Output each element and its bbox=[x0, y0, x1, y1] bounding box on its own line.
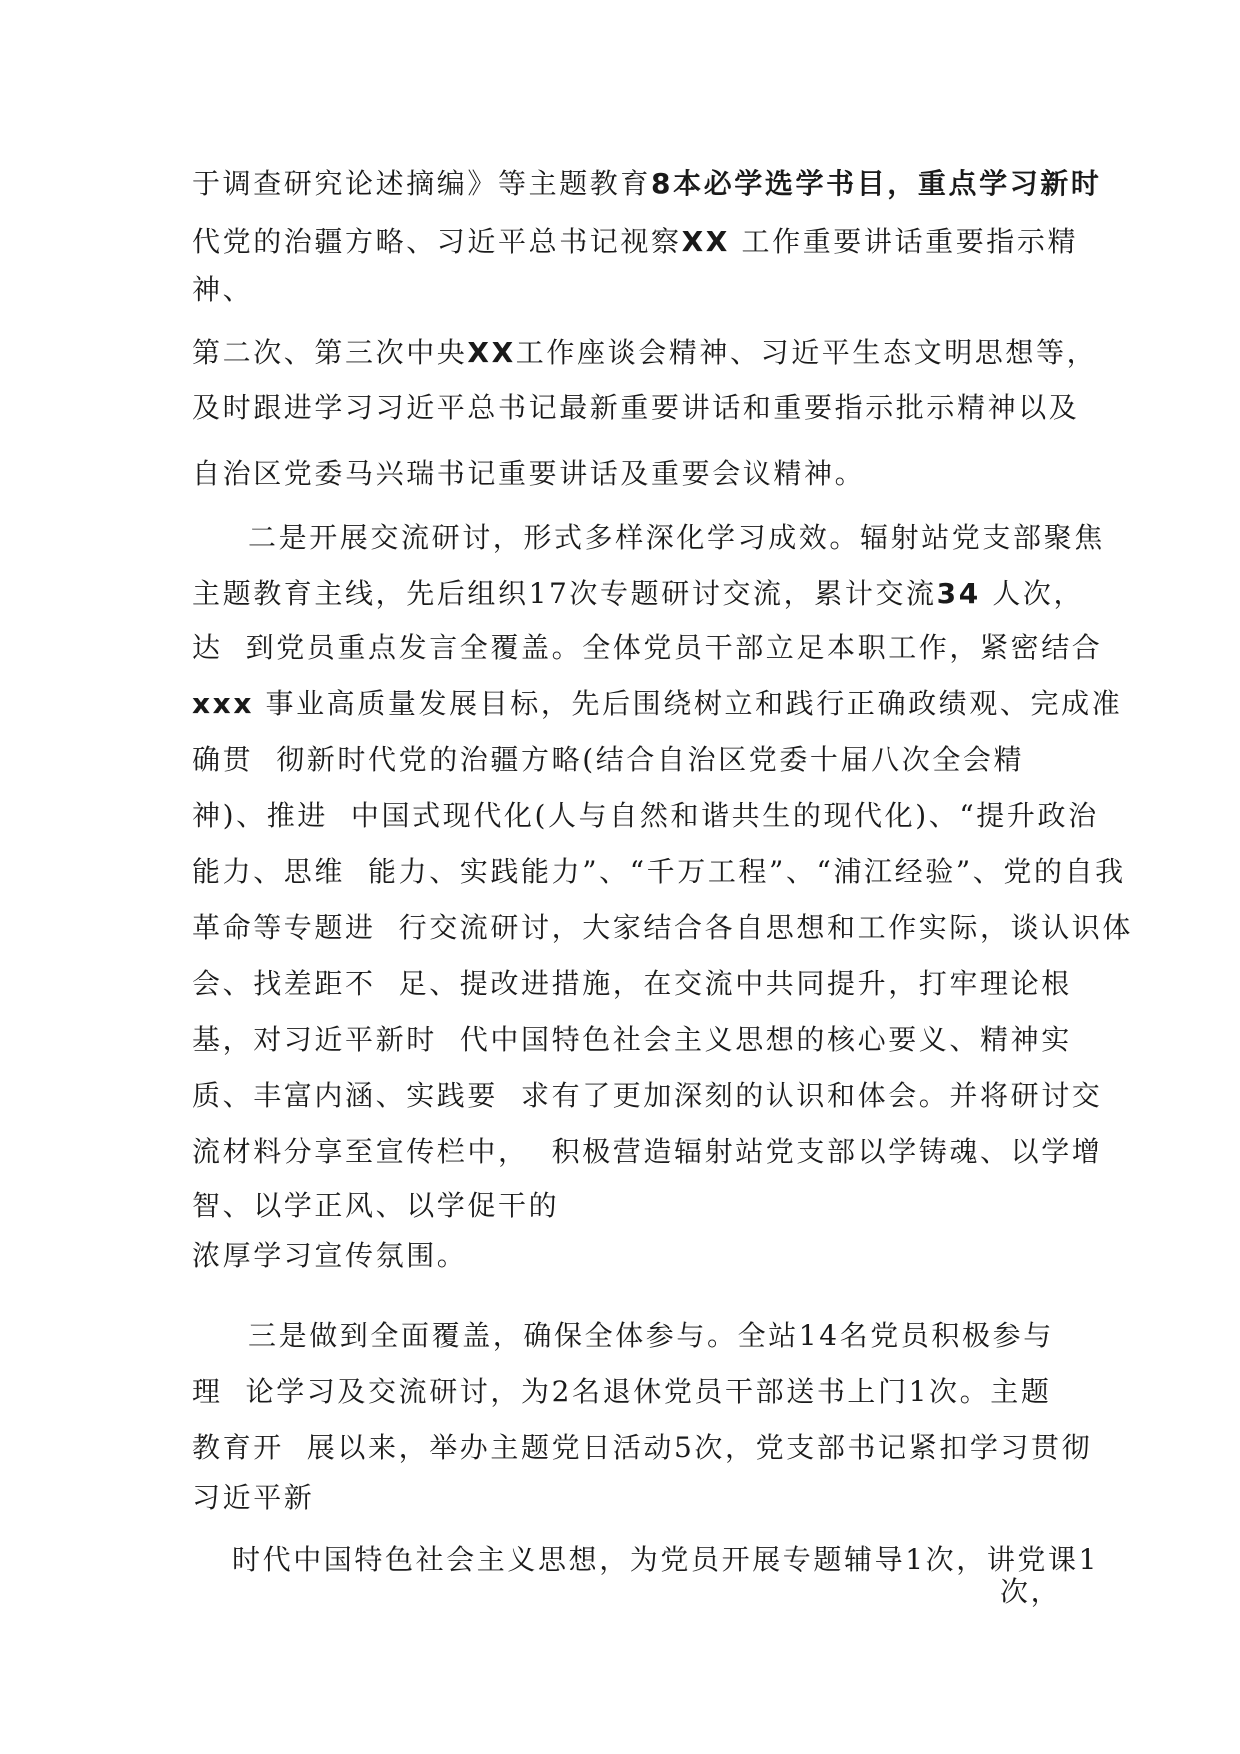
text-line bbox=[192, 454, 865, 494]
text-line bbox=[192, 333, 1097, 373]
text-run: 时代中国特色社会主义思想，为党员开展专题辅导1次，讲党课1 bbox=[232, 1543, 1100, 1576]
text-line bbox=[192, 1478, 314, 1518]
text-line bbox=[192, 1428, 1092, 1468]
text-line bbox=[192, 628, 1102, 668]
text-run: 会、找差距不 足、提改进措施，在交流中共同提升，打牢理论根 bbox=[192, 967, 1072, 1000]
text-run: 浓厚学习宣传氛围。 bbox=[192, 1239, 468, 1272]
text-line bbox=[192, 270, 253, 310]
bold-text: 34 bbox=[936, 577, 981, 610]
text-run: 确贯 彻新时代党的治疆方略(结合自治区党委十届八次全会精 bbox=[192, 743, 1025, 776]
text-run: 理 论学习及交流研讨，为2名退休党员干部送书上门1次。主题 bbox=[192, 1375, 1052, 1408]
text-run: 次， bbox=[1000, 1575, 1062, 1608]
text-run: 革命等专题进 行交流研讨，大家结合各自思想和工作实际，谈认识体 bbox=[192, 911, 1134, 944]
text-line bbox=[192, 684, 1122, 724]
text-run: 第二次、第三次中央 bbox=[192, 336, 468, 369]
text-run: 二是开展交流研讨，形式多样深化学习成效。辐射站党支部聚焦 bbox=[248, 521, 1105, 554]
text-run: 及时跟进学习习近平总书记最新重要讲话和重要指示批示精神以及 bbox=[192, 391, 1080, 424]
text-run: 人次， bbox=[980, 577, 1085, 610]
text-run: 智、以学正风、以学促干的 bbox=[192, 1189, 560, 1222]
text-run: 工作座谈会精神、习近平生态文明思想等， bbox=[515, 336, 1098, 369]
text-run: 流材料分享至宣传栏中， 积极营造辐射站党支部以学铸魂、以学增 bbox=[192, 1135, 1103, 1168]
text-run: 自治区党委马兴瑞书记重要讲话及重要会议精神。 bbox=[192, 457, 866, 490]
text-line bbox=[232, 1540, 1099, 1580]
text-line bbox=[192, 388, 1079, 428]
text-line bbox=[192, 1076, 1102, 1116]
text-run: 主题教育主线，先后组织17次专题研讨交流，累计交流 bbox=[192, 577, 937, 610]
text-run: 达 到党员重点发言全覆盖。全体党员干部立足本职工作，紧密结合 bbox=[192, 631, 1103, 664]
text-run: 于调查研究论述摘编》等主题教育 bbox=[192, 167, 652, 200]
text-line bbox=[192, 796, 1099, 836]
text-run: 代党的治疆方略、习近平总书记视察 bbox=[192, 225, 682, 258]
text-run: 习近平新 bbox=[192, 1481, 315, 1514]
text-line bbox=[192, 964, 1072, 1004]
text-run: 神、 bbox=[192, 273, 254, 306]
bold-text: 8本必学选学书目，重点学习新时 bbox=[651, 167, 1102, 200]
text-line bbox=[192, 1186, 559, 1226]
text-line bbox=[192, 164, 1102, 204]
bold-text: xxx bbox=[192, 687, 254, 720]
text-run: 能力、思维 能力、实践能力”、“千万工程”、“浦江经验”、党的自我 bbox=[192, 855, 1126, 888]
text-line bbox=[192, 1020, 1072, 1060]
text-run: 质、丰富内涵、实践要 求有了更加深刻的认识和体会。并将研讨交 bbox=[192, 1079, 1103, 1112]
text-line bbox=[192, 1372, 1051, 1412]
bold-text: XX bbox=[681, 225, 730, 258]
bold-text: XX bbox=[467, 336, 516, 369]
text-line bbox=[248, 1316, 1054, 1356]
text-line bbox=[192, 740, 1024, 780]
text-run: 事业高质量发展目标，先后围绕树立和践行正确政绩观、完成准 bbox=[253, 687, 1123, 720]
text-line bbox=[192, 1132, 1102, 1172]
text-line bbox=[192, 1236, 467, 1276]
text-line bbox=[248, 518, 1105, 558]
text-run: 三是做到全面覆盖，确保全体参与。全站14名党员积极参与 bbox=[248, 1319, 1054, 1352]
text-run: 工作重要讲话重要指示精 bbox=[730, 225, 1079, 258]
text-line bbox=[1000, 1572, 1061, 1612]
text-line bbox=[192, 222, 1078, 262]
text-run: 教育开 展以来，举办主题党日活动5次，党支部书记紧扣学习贯彻 bbox=[192, 1431, 1093, 1464]
text-run: 基，对习近平新时 代中国特色社会主义思想的核心要义、精神实 bbox=[192, 1023, 1072, 1056]
text-line bbox=[192, 908, 1133, 948]
text-line bbox=[192, 852, 1126, 892]
text-line bbox=[192, 574, 1084, 614]
text-run: 神)、推进 中国式现代化(人与自然和谐共生的现代化)、“提升政治 bbox=[192, 799, 1099, 832]
